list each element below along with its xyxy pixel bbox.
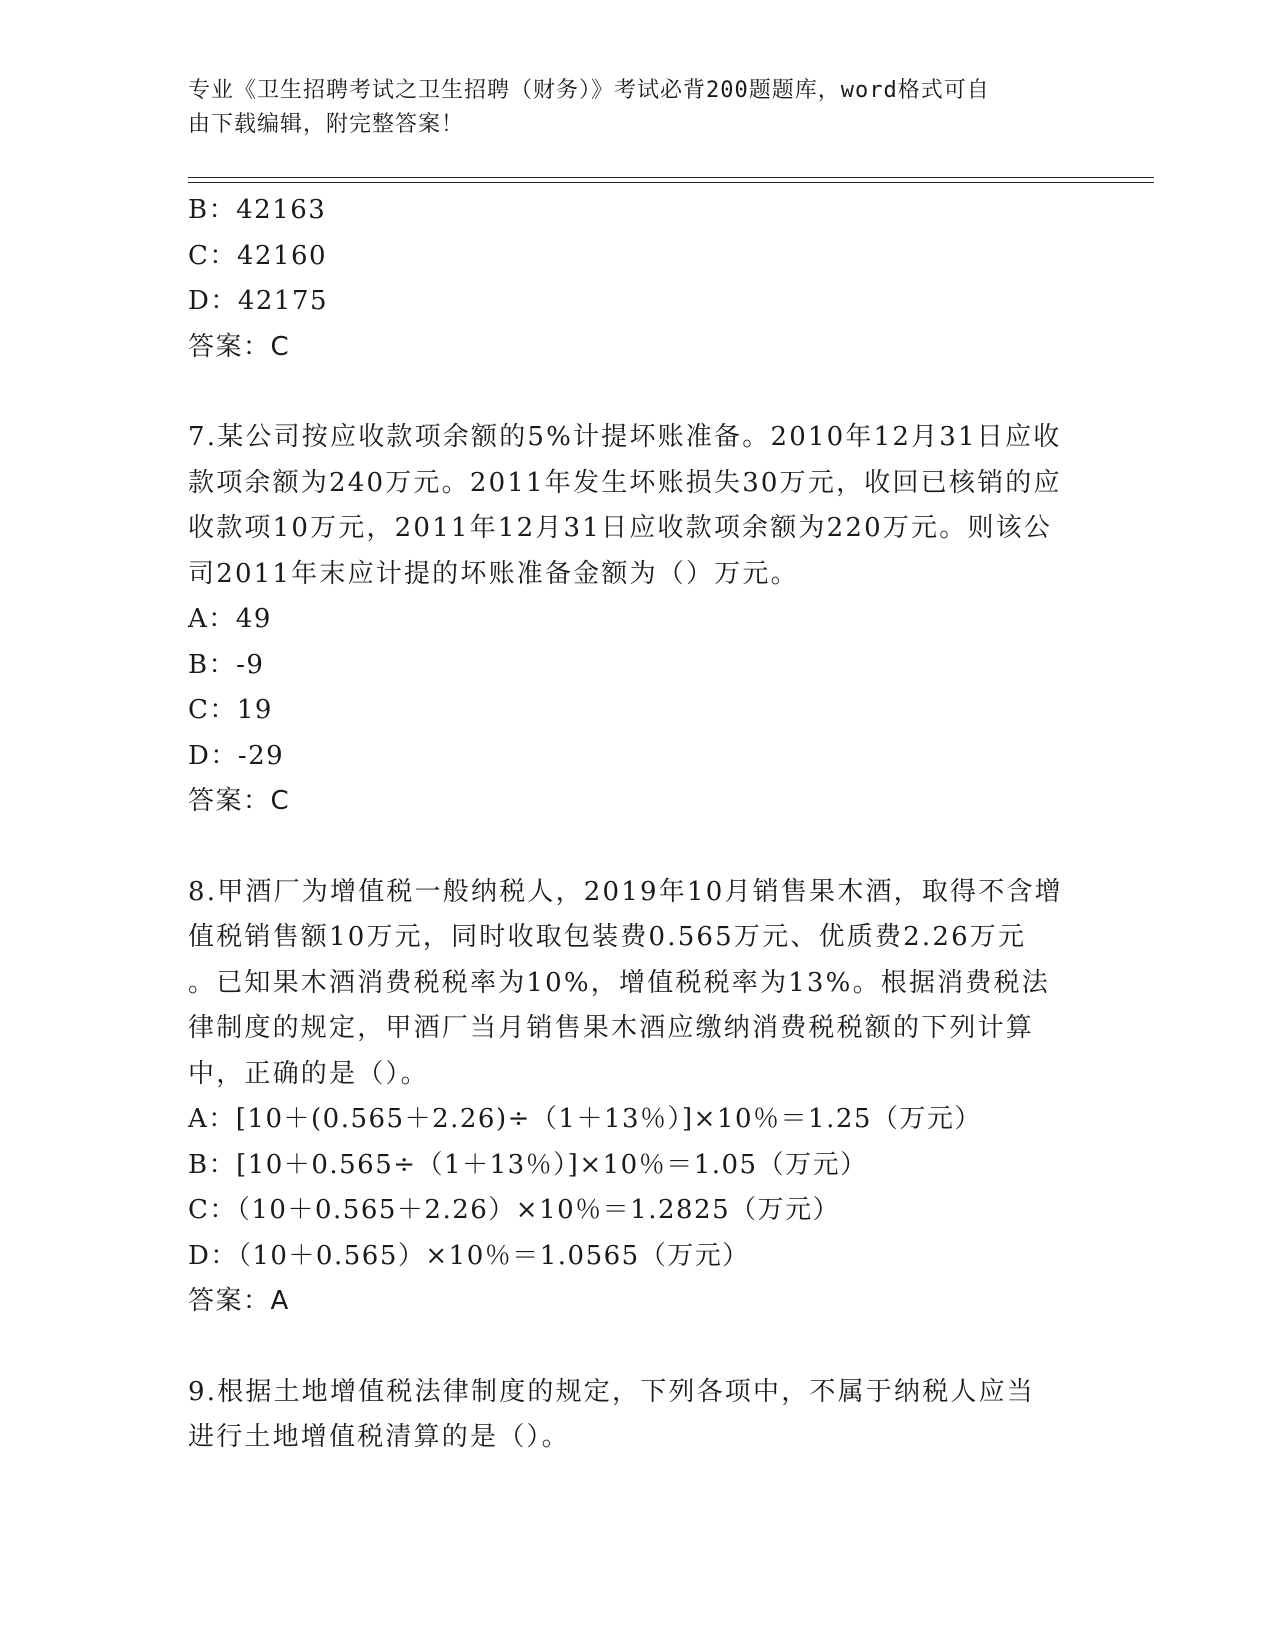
answer: 答案：A — [188, 1286, 290, 1316]
header-line-1: 专业《卫生招聘考试之卫生招聘（财务）》考试必背200题题库，word格式可自 — [188, 78, 990, 103]
question-line: 值税销售额10万元，同时收取包装费0.565万元、优质费2.26万元 — [188, 922, 1027, 952]
option-c: C：19 — [188, 695, 273, 725]
question-6 — [188, 188, 1088, 370]
question-line: 。已知果木酒消费税税率为10%，增值税税率为13%。根据消费税法 — [188, 967, 1050, 998]
question-content — [188, 188, 1088, 1461]
option-c: C：42160 — [188, 240, 328, 271]
option-d: D：（10＋0.565）×10％＝1.0565（万元） — [188, 1240, 750, 1271]
question-line: 司2011年末应计提的坏账准备金额为（）万元。 — [188, 558, 799, 589]
question-line: 9.根据土地增值税法律制度的规定，下列各项中，不属于纳税人应当 — [188, 1376, 1036, 1407]
question-text — [188, 415, 1088, 597]
question-7 — [188, 415, 1088, 825]
option-b: B：-9 — [188, 649, 265, 680]
question-line: 进行土地增值税清算的是（）。 — [188, 1422, 570, 1452]
option-b: B：[10＋0.565÷（1＋13％）]×10％＝1.05（万元） — [188, 1149, 868, 1180]
question-line: 款项余额为240万元。2011年发生坏账损失30万元，收回已核销的应 — [188, 467, 1062, 498]
header-rule-bottom — [188, 182, 1154, 183]
header-rule-top — [188, 177, 1154, 178]
question-line: 收款项10万元，2011年12月31日应收款项余额为220万元。则该公 — [188, 513, 1053, 543]
question-8 — [188, 870, 1088, 1325]
spacer — [188, 1325, 1088, 1370]
question-text — [188, 870, 1088, 1098]
page-header — [188, 74, 1068, 142]
question-text — [188, 1370, 1088, 1461]
header-line-2: 由下载编辑，附完整答案！ — [188, 112, 465, 137]
spacer — [188, 825, 1088, 870]
option-c: C：（10＋0.565＋2.26）×10％＝1.2825（万元） — [188, 1195, 841, 1225]
option-a: A：[10＋(0.565＋2.26)÷（1＋13％）]×10％＝1.25（万元） — [188, 1104, 982, 1134]
question-line: 7.某公司按应收款项余额的5%计提坏账准备。2010年12月31日应收 — [188, 422, 1062, 452]
option-b: B：42163 — [188, 195, 327, 225]
question-9 — [188, 1370, 1088, 1461]
question-line: 8.甲酒厂为增值税一般纳税人，2019年10月销售果木酒，取得不含增 — [188, 876, 1063, 907]
answer: 答案：C — [188, 786, 291, 816]
question-line: 中，正确的是（）。 — [188, 1058, 429, 1089]
option-a: A：49 — [188, 604, 272, 634]
option-d: D：-29 — [188, 740, 285, 771]
option-d: D：42175 — [188, 286, 329, 316]
spacer — [188, 370, 1088, 415]
question-line: 律制度的规定，甲酒厂当月销售果木酒应缴纳消费税税额的下列计算 — [188, 1013, 1035, 1043]
answer: 答案：C — [188, 331, 291, 362]
